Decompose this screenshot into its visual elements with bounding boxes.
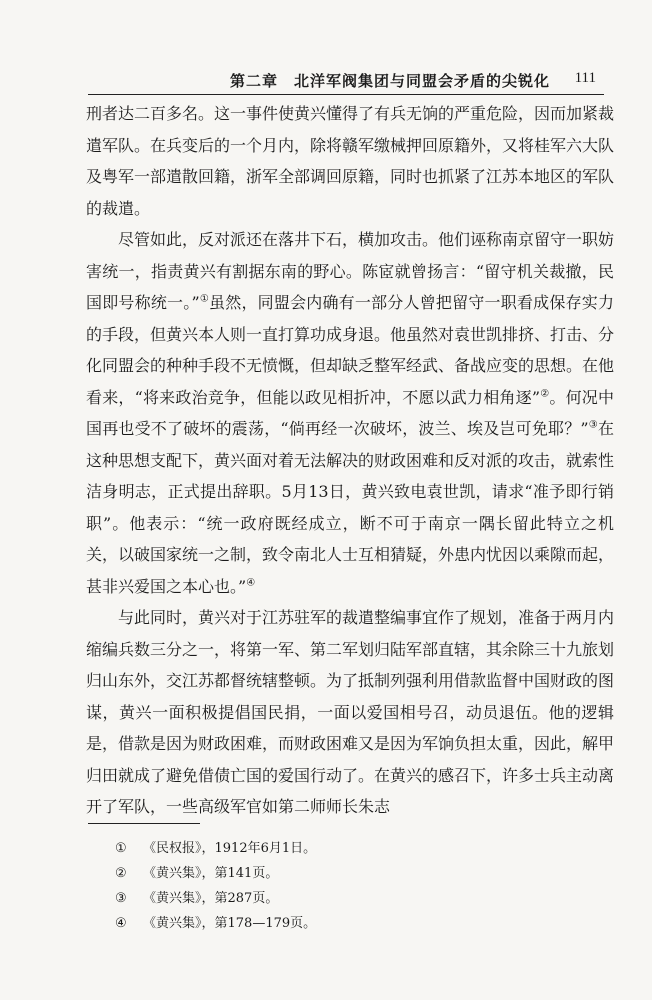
footnotes — [115, 836, 316, 936]
paragraph — [86, 602, 614, 823]
footnote — [115, 911, 316, 936]
paragraph — [86, 224, 614, 602]
body-text — [86, 98, 614, 823]
footnote-text: 《黄兴集》，第287页。 — [143, 891, 279, 906]
paragraph-text: 在这种思想支配下，黄兴面对着无法解决的财政困难和反对派的攻击，就索性洁身明志，正式提出辞职。5月13日，黄兴致电袁世凯，请求“准予即行销职”。他表示：“统一政府既经成立，断不可于南京一隅长留此特立之机关，以破国家统一之制，致令南北人士互相猜疑，外患内忧因以乘隙而起，甚非兴爱国之本心也。” — [86, 419, 615, 596]
footnote-ref: ② — [540, 388, 550, 400]
page-number: 111 — [574, 70, 596, 86]
running-header — [88, 68, 604, 95]
footnote-number: ① — [115, 841, 127, 856]
footnote-number: ④ — [115, 916, 127, 931]
footnote-ref: ③ — [588, 419, 598, 431]
footnote-ref: ① — [199, 293, 210, 305]
footnote — [115, 886, 316, 911]
footnote-number: ③ — [115, 891, 127, 906]
paragraph-text: 与此同时，黄兴对于江苏驻军的裁遣整编事宜作了规划，准备于两月内缩编兵数三分之一，将第一军、第二军划归陆军部直辖，其余除三十九旅划归山东外，交江苏都督统辖整顿。为了抵制列强利用借款监督中国财政的图谋，黄兴一面积极提倡国民捐，一面以爱国相号召，动员退伍。他的逻辑是，借款是因为财政困难，而财政困难又是因为军饷负担太重，因此，解甲归田就成了避免借债亡国的爱国行动了。在黄兴的感召下，许多士兵主动离开了军队，一些高级军官如第二师师长朱志 — [86, 608, 615, 816]
footnote-ref: ④ — [246, 577, 256, 589]
chapter-title: 第二章 北洋军阀集团与同盟会矛盾的尖锐化 — [230, 72, 551, 90]
footnote-divider — [88, 823, 200, 824]
footnote-number: ② — [115, 866, 127, 881]
footnote — [115, 836, 316, 861]
paragraph-text: 刑者达二百多名。这一事件使黄兴懂得了有兵无饷的严重危险，因而加紧裁遣军队。在兵变后的一个月内，除将赣军缴械押回原籍外，又将桂军六大队及粤军一部遣散回籍，浙军全部调回原籍，同时也抓紧了江苏本地区的军队的裁遣。 — [86, 104, 615, 218]
paragraph-text: 。何况中国再也受不了破坏的震荡，“倘再经一次破坏，波兰、埃及岂可免耶？” — [86, 387, 614, 438]
footnote-text: 《民权报》，1912年6月1日。 — [143, 841, 317, 856]
paragraph-text: 尽管如此，反对派还在落井下石，横加攻击。他们诬称南京留守一职妨害统一，指责黄兴有割据东南的野心。陈宧就曾扬言：“留守机关裁撤，民国即号称统一。” — [86, 230, 615, 312]
footnote-text: 《黄兴集》，第178—179页。 — [143, 916, 317, 931]
paragraph — [86, 98, 614, 224]
footnote — [115, 861, 316, 886]
footnote-text: 《黄兴集》，第141页。 — [143, 866, 279, 881]
paragraph-text: 虽然，同盟会内确有一部分人曾把留守一职看成保存实力的手段，但黄兴本人则一直打算功成身退。他虽然对袁世凯排挤、打击、分化同盟会的种种手段不无愤慨，但却缺乏整军经武、备战应变的思想。在他看来，“将来政治竞争，但能以政见相折冲，不愿以武力相角逐” — [86, 293, 615, 407]
